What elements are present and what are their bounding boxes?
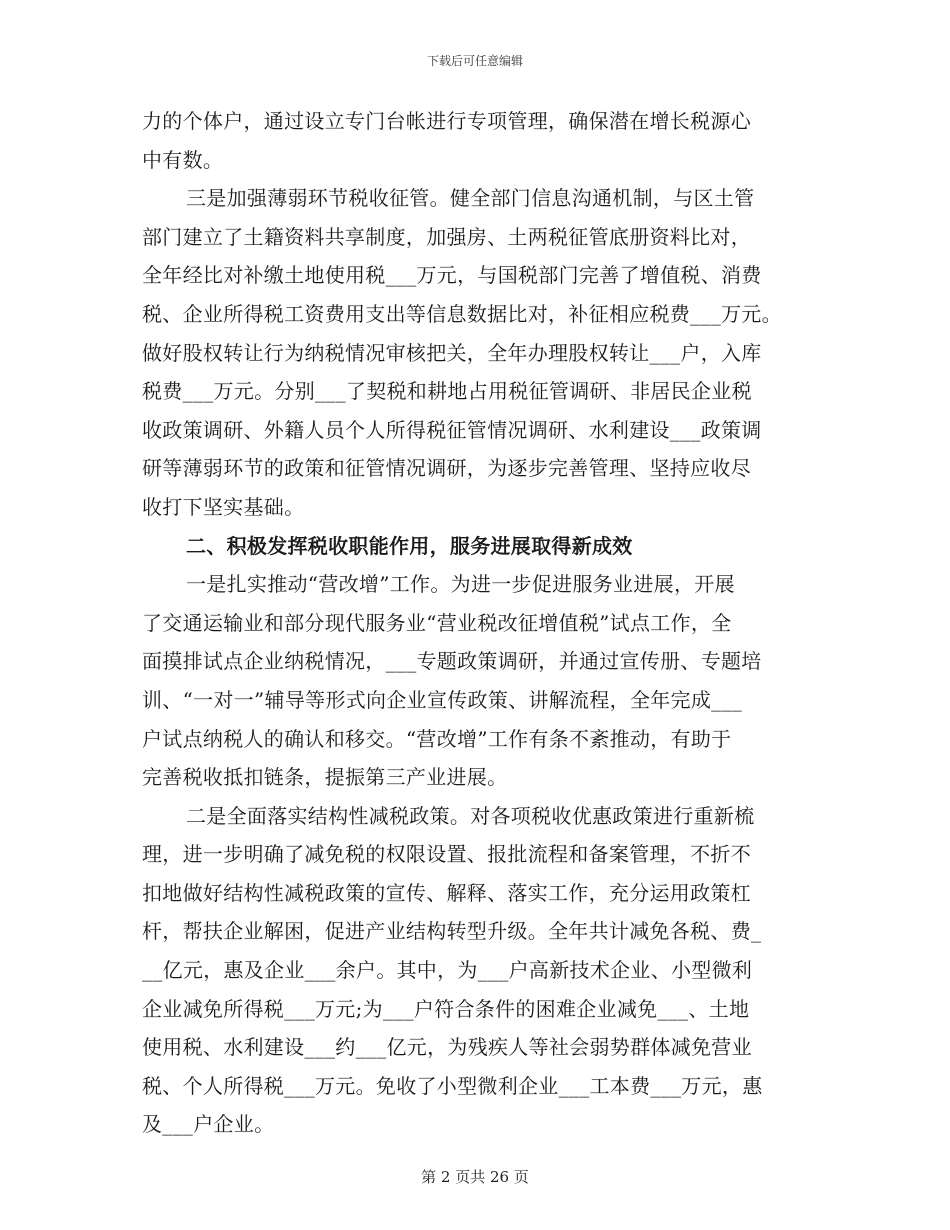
page-footer: 第 2 页共 26 页 [421,1168,529,1186]
section-heading: 二、积极发挥税收职能作用，服务进展取得新成效 [186,533,633,558]
paragraph-start-line: 二是全面落实结构性减税政策。对各项税收优惠政策进行重新梳 [186,803,755,828]
text-line: 及___户企业。 [142,1112,275,1137]
text-line: 收政策调研、外籍人员个人所得税征管情况调研、水利建设___政策调 [142,417,762,442]
text-line: 中有数。 [142,147,224,172]
document-body [142,102,822,1144]
text-line: 训、“一对一”辅导等形式向企业宣传政策、讲解流程，全年完成___ [142,687,743,712]
text-line: 户试点纳税人的确认和移交。“营改增”工作有条不紊推动，有助于 [142,726,732,751]
text-line: 税、企业所得税工资费用支出等信息数据比对，补征相应税费___万元。 [142,301,782,326]
text-line: 企业减免所得税___万元;为___户符合条件的困难企业减免___、土地 [142,996,750,1021]
text-line: 使用税、水利建设___约___亿元，为残疾人等社会弱势群体减免营业 [142,1035,752,1060]
text-line: 面摸排试点企业纳税情况，___专题政策调研，并通过宣传册、专题培 [142,649,762,674]
text-line: 理，进一步明确了减免税的权限设置、报批流程和备案管理，不折不 [142,842,751,867]
paragraph-start-line: 三是加强薄弱环节税收征管。健全部门信息沟通机制，与区土管 [186,186,755,211]
text-line: __亿元，惠及企业___余户。其中，为___户高新技术企业、小型微利 [142,958,753,983]
text-line: 扣地做好结构性减税政策的宣传、解释、落实工作，充分运用政策杠 [142,880,751,905]
text-line: 力的个体户，通过设立专门台帐进行专项管理，确保潜在增长税源心 [142,109,751,133]
text-line: 收打下坚实基础。 [142,494,305,519]
text-line: 全年经比对补缴土地使用税___万元，与国税部门完善了增值税、消费 [142,263,762,288]
text-line: 部门建立了土籍资料共享制度，加强房、土两税征管底册资料比对， [142,224,751,249]
text-line: 了交通运输业和部分现代服务业“营业税改征增值税”试点工作，全 [142,610,732,635]
text-line: 杆，帮扶企业解困，促进产业结构转型升级。全年共计减免各税、费_ [142,919,762,944]
text-line: 研等薄弱环节的政策和征管情况调研，为逐步完善管理、坚持应收尽 [142,456,751,481]
paragraph-start-line: 一是扎实推动“营改增”工作。为进一步促进服务业进展，开展 [186,572,735,597]
page-header: 下载后可任意编辑 [426,54,523,68]
text-line: 做好股权转让行为纳税情况审核把关，全年办理股权转让___户，入库 [142,340,762,365]
text-line: 税费___万元。分别___了契税和耕地占用税征管调研、非居民企业税 [142,379,752,404]
text-line: 完善税收抵扣链条，提振第三产业进展。 [142,765,508,790]
text-line: 税、个人所得税___万元。免收了小型微利企业___工本费___万元，惠 [142,1073,763,1098]
